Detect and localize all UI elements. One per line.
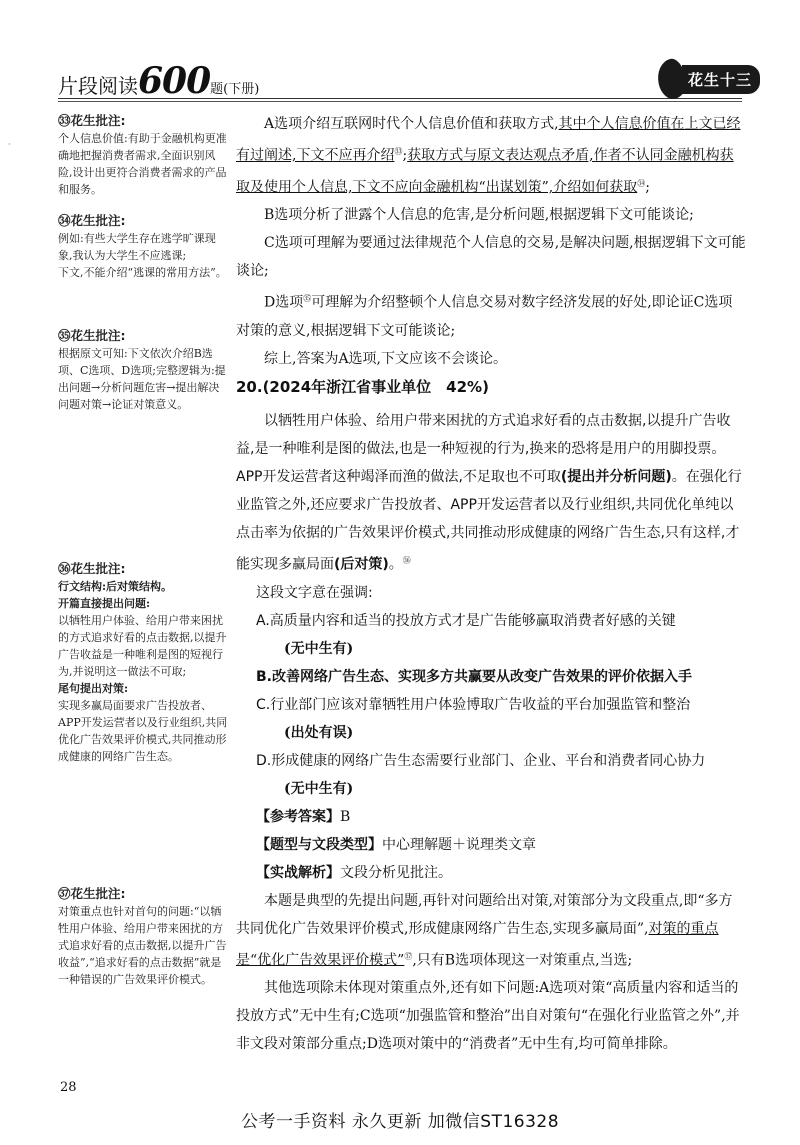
answer-line: 【参考答案】B xyxy=(256,808,351,825)
note-34 xyxy=(58,212,228,281)
note-35 xyxy=(58,327,228,413)
note-heading: ㊱花生批注: xyxy=(58,561,126,576)
title-ti: 题 xyxy=(210,82,224,97)
type-line: 【题型与文段类型】中心理解题＋说理类文章 xyxy=(256,836,536,853)
explanation-1: 本题是典型的先提出问题,再针对问题给出对策,对策部分为文段重点,即“多方共同优化广告效果评价模式,形成健康网络广告生态,实现多赢局面”,对策的重点是“优化广告效果评价模式”$^㊲$,只有B选项体现这一对策重点,当选; xyxy=(236,892,733,969)
note-33 xyxy=(58,112,228,198)
option-d: D.形成健康的网络广告生态需要行业部门、企业、平台和消费者同心协力 xyxy=(256,752,706,769)
option-c: C.行业部门应该对靠牺牲用户体验博取广告收益的平台加强监管和整治 xyxy=(256,696,691,713)
book-title xyxy=(58,60,259,102)
note-structure: 行文结构:后对策结构。 xyxy=(58,580,173,593)
analysis-d: D选项$^㉟$可理解为介绍整顿个人信息交易对数字经济发展的好处,即论证C选项对策的意义,根据逻辑下文可能谈论; xyxy=(236,294,733,339)
question-passage: 以牺牲用户体验、给用户带来困扰的方式追求好看的点击数据,以提升广告收益,是一种唯利是图的做法,也是一种短视的行为,换来的恐将是用户的用脚投票。APP开发运营者这种竭泽而渔的做法,不足取也不可取(提出并分析问题)。在强化行业监管之外,还应要求广告投放者、APP开发运营者以及行业组织,共同优化单纯以点击率为依据的广告效果评价模式,共同推动形成健康的网络广告生态,只有这样,才能实现多赢局面(后对策)。$^㊱$ xyxy=(236,412,742,573)
note-body: 对策重点也针对首句的问题:“以牺牲用户体验、给用户带来困扰的方式追求好看的点击数据,以提升广告收益”,“追求好看的点击数据”就是一种错误的广告效果评价模式。 xyxy=(58,905,227,986)
analysis-b: B选项分析了泄露个人信息的危害,是分析问题,根据逻辑下文可能谈论; xyxy=(264,207,694,224)
note-heading: ㉝花生批注: xyxy=(58,113,126,128)
note-body: 例如:有些大学生存在逃学旷课现象,我认为大学生不应逃课; xyxy=(58,232,216,262)
explanation-2: 其他选项除未体现对策重点外,还有如下问题:A选项对策“高质量内容和适当的投放方式”无中生有;C选项“加强监管和整治”出自对策句“在强化行业监管之外”,并非文段对策部分重点;D选项对策中的“消费者”无中生有,均可简单排除。 xyxy=(236,980,740,1053)
analysis-line: 【实战解析】文段分析见批注。 xyxy=(256,864,452,881)
note-body: 实现多赢局面要求广告投放者、APP开发运营者以及行业组织,共同优化广告效果评价模式,共同推动形成健康的网络广告生态。 xyxy=(58,699,228,763)
option-b: B.改善网络广告生态、实现多方共赢要从改变广告效果的评价依据入手 xyxy=(256,668,692,685)
leaf-icon xyxy=(654,57,690,102)
note-36 xyxy=(58,560,228,765)
option-a: A.高质量内容和适当的投放方式才是广告能够赢取消费者好感的关键 xyxy=(256,612,676,629)
footer-watermark: 公考一手资料 永久更新 加微信ST16328 xyxy=(240,1112,560,1132)
note-body: 个人信息价值:有助于金融机构更准确地把握消费者需求,全面识别风险,设计出更符合消费者需求的产品和服务。 xyxy=(58,132,227,196)
logo-text: 花生十三 xyxy=(682,65,760,94)
option-a-tag: (无中生有) xyxy=(284,640,354,657)
header-rule-thin xyxy=(58,101,742,102)
main-column xyxy=(236,110,746,1058)
note-body: 以牺牲用户体验、给用户带来困扰的方式追求好看的点击数据,以提升广告收益是一种唯利是图的短视行为,并说明这一做法不可取; xyxy=(58,614,227,678)
note-37 xyxy=(58,885,228,988)
note-heading: ㊲花生批注: xyxy=(58,886,126,901)
question-stem: 这段文字意在强调: xyxy=(256,584,373,601)
option-c-tag: (出处有误) xyxy=(284,724,354,741)
option-d-tag: (无中生有) xyxy=(284,780,354,797)
note-heading: ㉟花生批注: xyxy=(58,328,126,343)
page-number: 28 xyxy=(60,1080,77,1095)
title-number: 600 xyxy=(138,60,211,102)
note-body: 下文,不能介绍“逃课的常用方法”。 xyxy=(58,266,227,279)
note-body: 根据原文可知:下文依次介绍B选项、C选项、D选项;完整逻辑为:提出问题→分析问题危害→提出解决问题对策→论证对策意义。 xyxy=(58,347,226,411)
analysis-a: A选项介绍互联网时代个人信息价值和获取方式,其中个人信息价值在上文已经有过阐述,下文不应再介绍$^㉝$;获取方式与原文表达观点矛盾,作者不认同金融机构获取及使用个人信息,下文不应向金融机构“出谋划策”,介绍如何获取$^㉞$; xyxy=(236,116,741,196)
brand-logo xyxy=(658,58,760,100)
note-heading: ㉞花生批注: xyxy=(58,213,126,228)
title-prefix: 片段阅读 xyxy=(58,74,138,98)
analysis-c: C选项可理解为要通过法律规范个人信息的交易,是解决问题,根据逻辑下文可能谈论; xyxy=(236,235,746,280)
header-rule xyxy=(58,98,742,99)
note-open: 开篇直接提出问题: xyxy=(58,597,151,610)
note-end: 尾句提出对策: xyxy=(58,682,129,695)
question-title: 20.(2024年浙江省事业单位 42%) xyxy=(236,377,489,396)
margin-dot: · xyxy=(8,140,11,149)
title-volume: (下册) xyxy=(223,82,260,97)
analysis-summary: 综上,答案为A选项,下文应该不会谈论。 xyxy=(264,350,508,367)
